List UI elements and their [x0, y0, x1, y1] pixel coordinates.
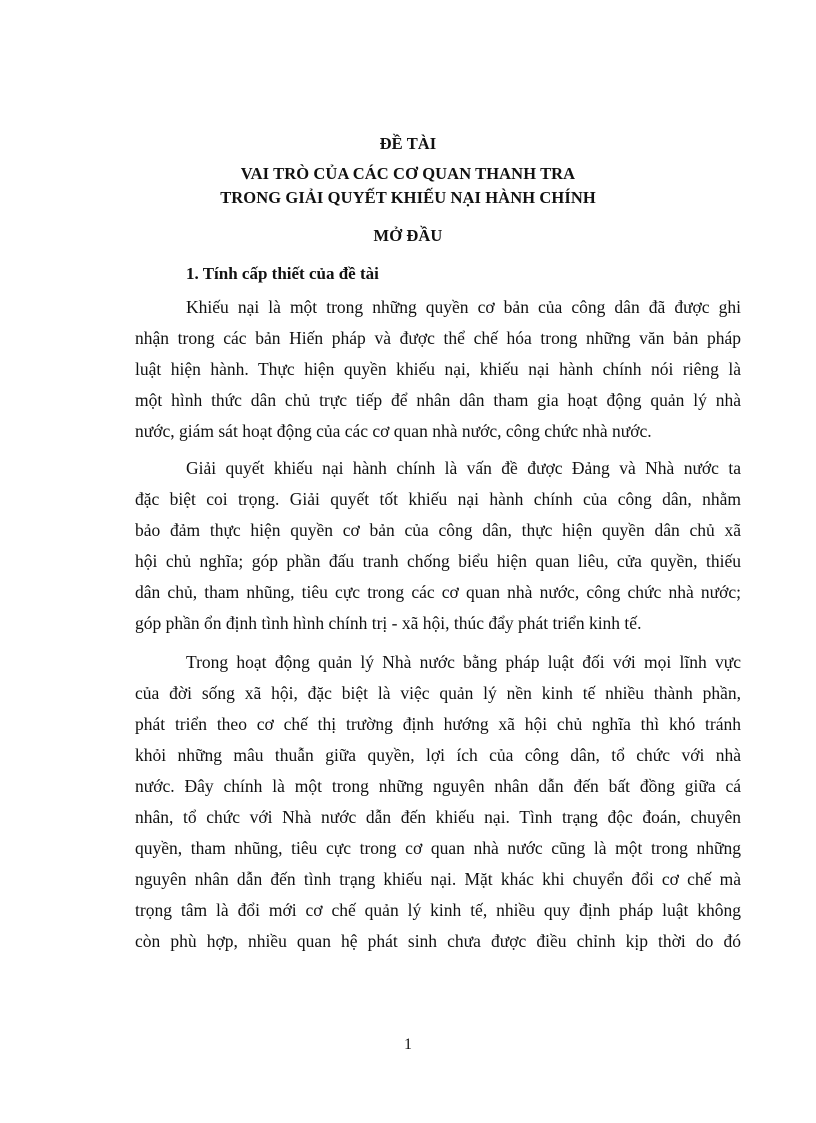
- topic-label: ĐỀ TÀI: [379, 134, 437, 153]
- paragraph-line: luật hiện hành. Thực hiện quyền khiếu nại, khiếu nại hành chính nói riêng là: [135, 359, 741, 379]
- paragraph-3: [135, 647, 741, 957]
- paragraph-line: của đời sống xã hội, đặc biệt là việc quản lý nền kinh tế nhiều thành phần,: [135, 683, 741, 703]
- paragraph-line: nước. Đây chính là một trong những nguyên nhân dẫn đến bất đồng giữa cá: [135, 776, 741, 796]
- paragraph-line: Giải quyết khiếu nại hành chính là vấn đề được Đảng và Nhà nước ta: [186, 458, 741, 478]
- section-1-heading: 1. Tính cấp thiết của đề tài: [186, 264, 379, 283]
- paragraph-line: trọng tâm là đổi mới cơ chế quản lý kinh tế, nhiều quy định pháp luật không: [135, 900, 741, 920]
- paragraph-line: Khiếu nại là một trong những quyền cơ bản của công dân đã được ghi: [186, 297, 741, 317]
- paragraph-line: quyền, tham nhũng, tiêu cực trong cơ quan nhà nước cũng là một trong những: [135, 838, 741, 858]
- paragraph-line: góp phần ổn định tình hình chính trị - xã hội, thúc đẩy phát triển kinh tế.: [135, 613, 642, 633]
- paragraph-line: nhận trong các bản Hiến pháp và được thể chế hóa trong những văn bản pháp: [135, 328, 741, 348]
- paragraph-line: phát triển theo cơ chế thị trường định hướng xã hội chủ nghĩa thì khó tránh: [135, 714, 741, 734]
- title-line-1: VAI TRÒ CỦA CÁC CƠ QUAN THANH TRA: [240, 164, 576, 183]
- paragraph-line: hội chủ nghĩa; góp phần đấu tranh chống biểu hiện quan liêu, cửa quyền, thiếu: [135, 551, 741, 571]
- paragraph-line: nước, giám sát hoạt động của các cơ quan nhà nước, công chức nhà nước.: [135, 421, 652, 441]
- paragraph-line: bảo đảm thực hiện quyền cơ bản của công dân, thực hiện quyền dân chủ xã: [135, 520, 741, 540]
- paragraph-line: nguyên nhân dẫn đến tình trạng khiếu nại. Mặt khác khi chuyển đổi cơ chế mà: [135, 869, 741, 889]
- paragraph-line: đặc biệt coi trọng. Giải quyết tốt khiếu nại hành chính của công dân, nhằm: [135, 489, 741, 509]
- paragraph-line: khỏi những mâu thuẫn giữa quyền, lợi ích của công dân, tổ chức với nhà: [135, 745, 741, 765]
- paragraph-line: còn phù hợp, nhiều quan hệ phát sinh chưa được điều chỉnh kịp thời do đó: [135, 931, 741, 951]
- intro-heading: MỞ ĐẦU: [373, 226, 443, 245]
- page-number: 1: [404, 1036, 412, 1053]
- paragraph-line: một hình thức dân chủ trực tiếp để nhân dân tham gia hoạt động quản lý nhà: [135, 390, 741, 410]
- paragraph-2: [135, 453, 741, 639]
- paragraph-line: dân chủ, tham nhũng, tiêu cực trong các cơ quan nhà nước, công chức nhà nước;: [135, 582, 741, 602]
- paragraph-1: [135, 292, 741, 447]
- paragraph-line: Trong hoạt động quản lý Nhà nước bằng pháp luật đối với mọi lĩnh vực: [186, 652, 741, 672]
- paragraph-line: nhân, tổ chức với Nhà nước dẫn đến khiếu nại. Tình trạng độc đoán, chuyên: [135, 807, 741, 827]
- title-line-2: TRONG GIẢI QUYẾT KHIẾU NẠI HÀNH CHÍNH: [220, 188, 596, 207]
